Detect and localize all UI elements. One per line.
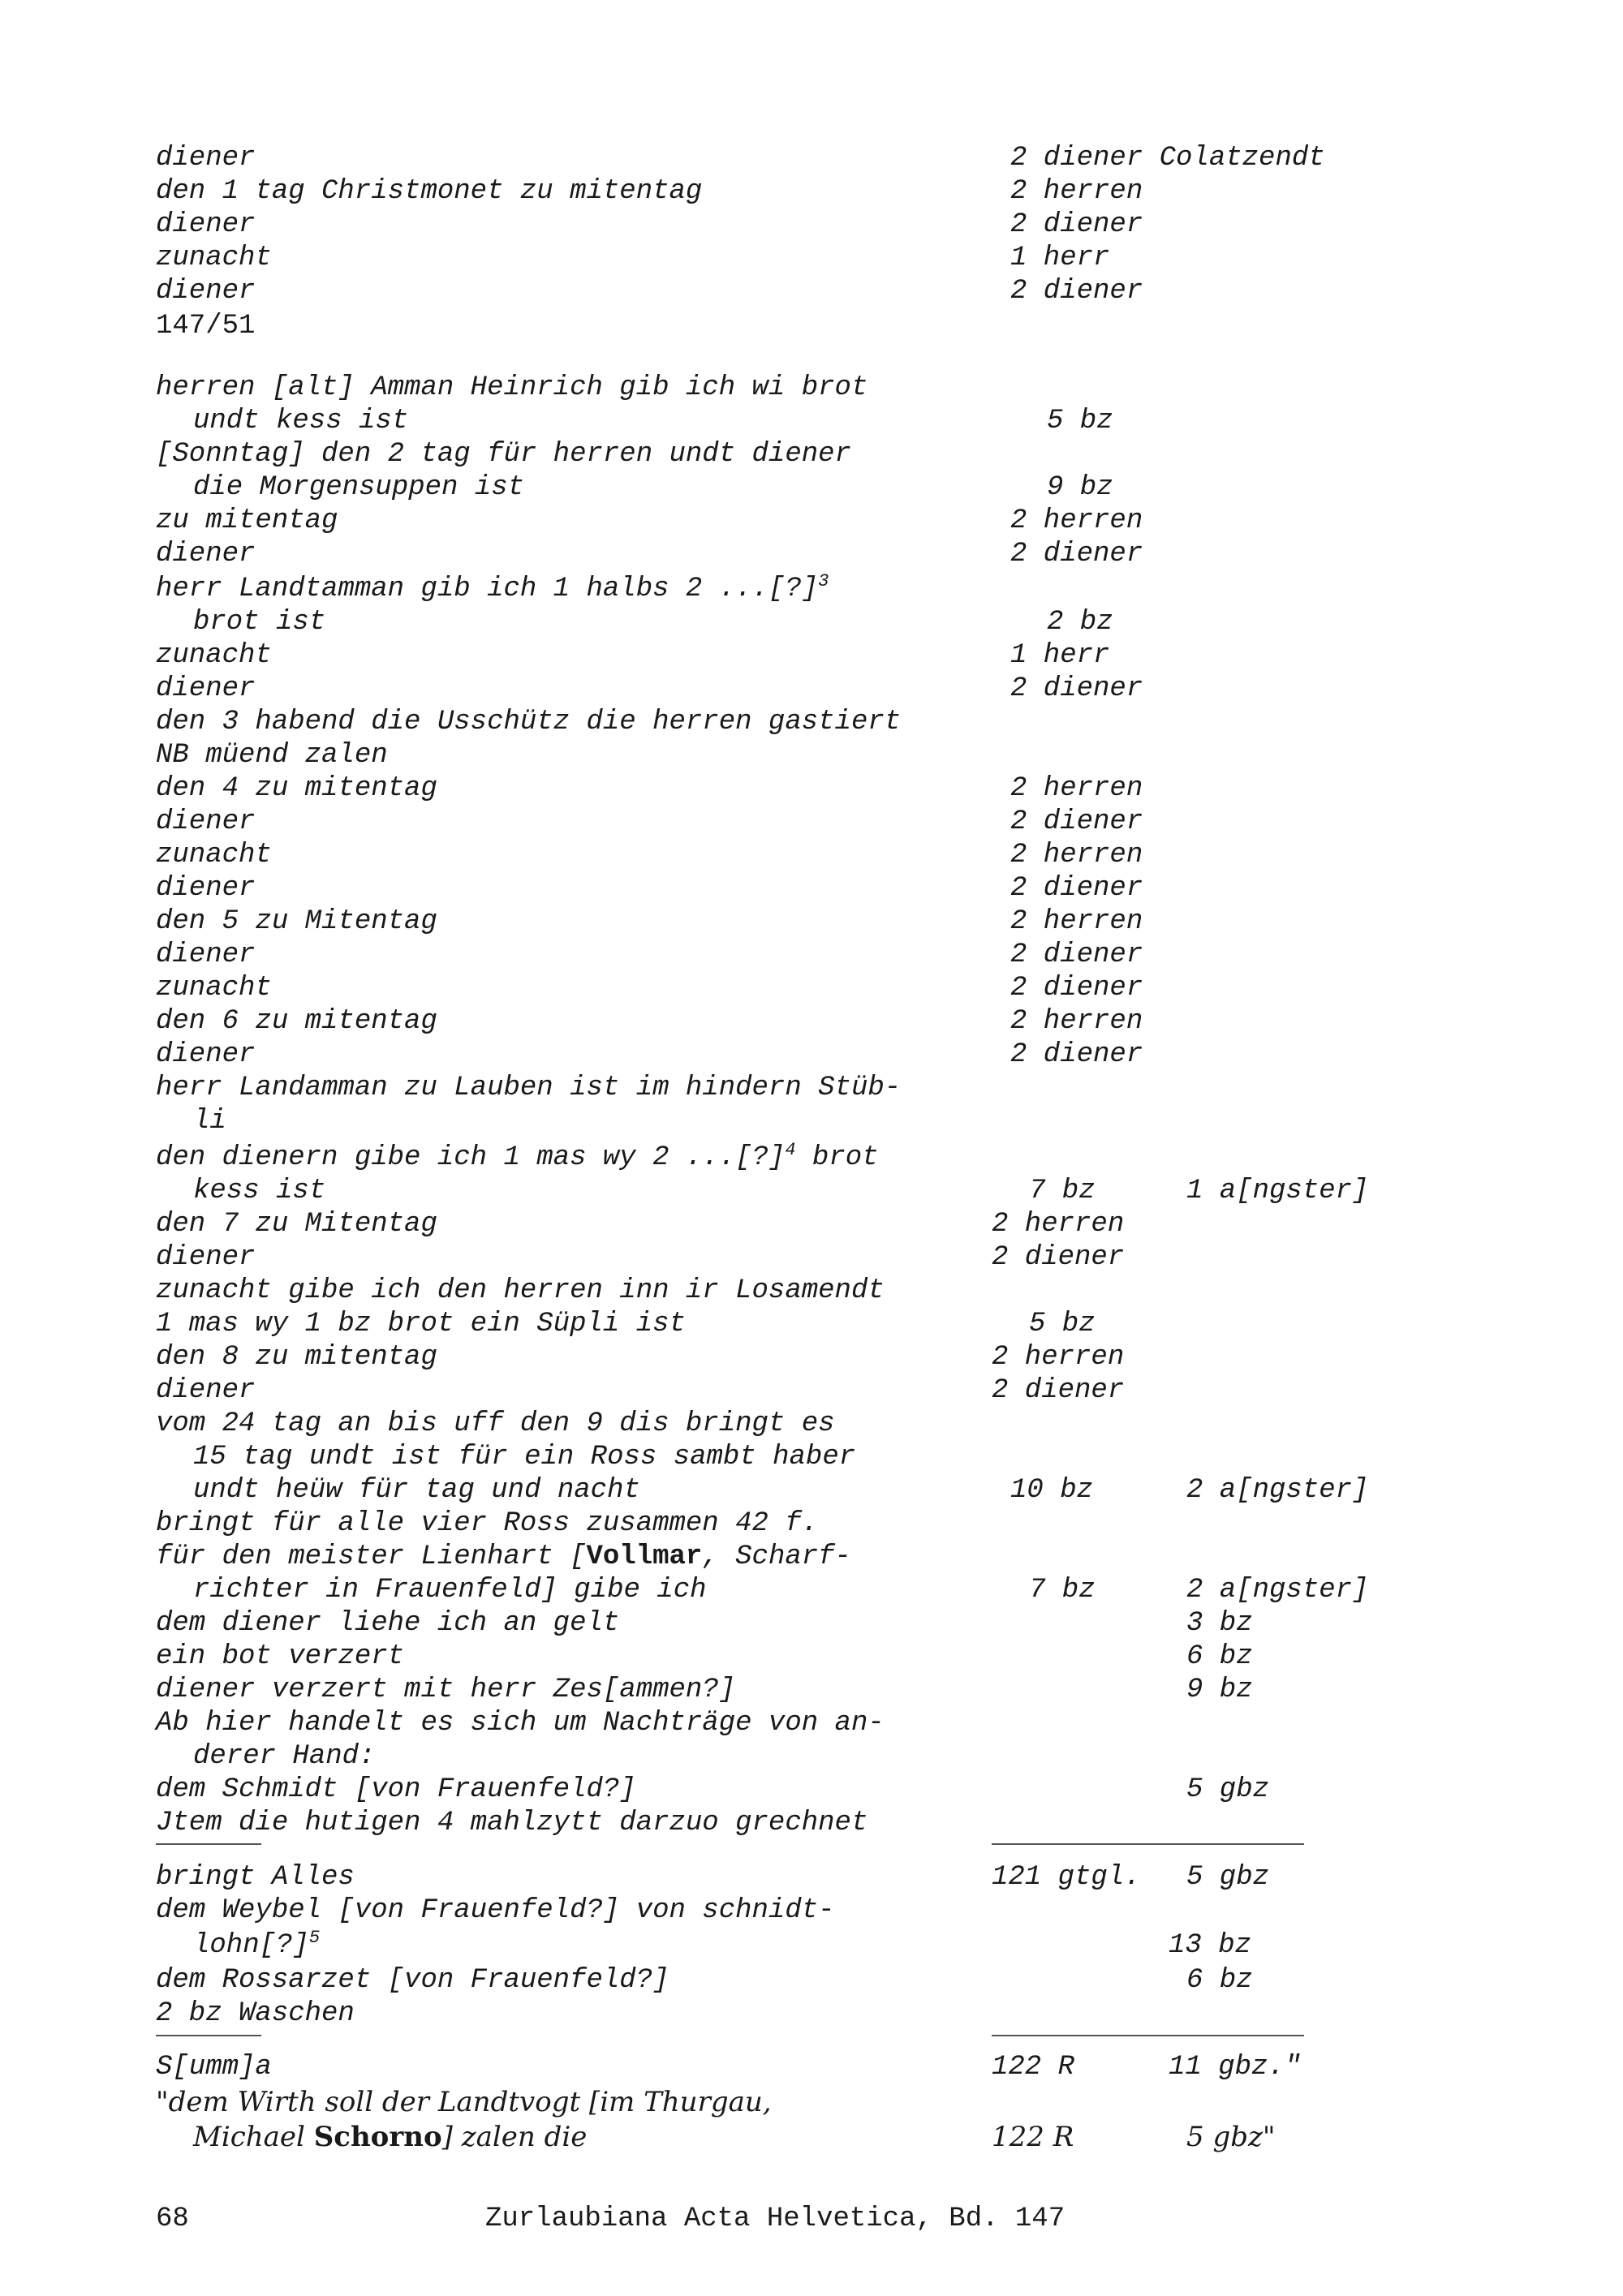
text-line xyxy=(0,739,1623,772)
text-line xyxy=(0,538,1623,571)
line-text-part: derer Hand: xyxy=(193,1741,376,1772)
line-text-part: herr Landamman zu Lauben ist im hindern Stüb- xyxy=(156,1073,902,1103)
line-text xyxy=(156,372,867,405)
line-text-part: kess ist xyxy=(193,1176,326,1206)
amount-column-right: 3 bz xyxy=(1186,1608,1253,1639)
line-text-part: diener xyxy=(156,539,256,570)
line-text xyxy=(156,505,338,538)
footnote-ref: 3 xyxy=(818,571,829,591)
line-text xyxy=(156,1374,255,1408)
amount-column: 2 herren xyxy=(1010,505,1143,536)
line-text-part: zunacht gibe ich den herren inn ir Losamendt xyxy=(156,1275,885,1306)
page-number: 68 xyxy=(156,2204,189,2234)
line-text xyxy=(156,1774,636,1807)
line-text-part: den 5 zu Mitentag xyxy=(156,906,437,937)
line-text xyxy=(156,1308,686,1341)
line-text-part: diener xyxy=(156,1375,256,1406)
line-text-part: S[umm]a xyxy=(156,2052,272,2083)
text-line xyxy=(0,1607,1623,1640)
line-text xyxy=(156,2051,272,2084)
amount-column: 2 diener xyxy=(992,1375,1125,1406)
text-line xyxy=(0,1474,1623,1507)
line-text-part: diener xyxy=(156,1242,256,1273)
text-line xyxy=(0,405,1623,438)
amount-column: 5 bz xyxy=(1047,406,1113,436)
amount-column-right: 6 bz xyxy=(1186,1641,1253,1672)
line-text xyxy=(156,573,829,608)
bold-name: Schorno xyxy=(313,2121,442,2153)
line-text-part: 15 tag undt ist für ein Ross sambt haber xyxy=(193,1442,856,1473)
text-line xyxy=(0,275,1623,308)
text-line xyxy=(0,1208,1623,1241)
line-text-part: zu mitentag xyxy=(156,505,338,536)
text-line xyxy=(0,972,1623,1005)
line-text-part: dem Weybel [von Frauenfeld?] von schnidt- xyxy=(156,1895,835,1926)
line-text xyxy=(193,1474,640,1507)
amount-column-right: 2 a[ngster] xyxy=(1186,1575,1369,1606)
amount-column: 2 herren xyxy=(1010,1006,1143,1037)
amount-column: 7 bz xyxy=(1029,1575,1096,1606)
amount-column: 2 diener xyxy=(1010,806,1143,837)
line-text xyxy=(156,872,255,905)
line-text-part: diener xyxy=(156,873,256,904)
amount-column-right: 1 a[ngster] xyxy=(1186,1176,1369,1206)
line-text-part: Jtem die hutigen 4 mahlzytt darzuo grechnet xyxy=(156,1808,868,1838)
text-line xyxy=(0,939,1623,972)
sum-rule xyxy=(156,2035,261,2036)
line-text-part: Ab hier handelt es sich um Nachträge von an- xyxy=(156,1708,885,1739)
line-text-part: diener xyxy=(156,673,256,704)
text-line xyxy=(0,673,1623,706)
line-text-part: den 1 tag Christmonet zu mitentag xyxy=(156,176,703,207)
amount-column: 10 bz xyxy=(1010,1475,1094,1506)
line-text xyxy=(193,471,524,505)
line-text xyxy=(156,1674,735,1707)
amount-column: 2 diener xyxy=(1010,276,1143,307)
line-text-part: dem Rossarzet [von Frauenfeld?] xyxy=(156,1965,669,1996)
line-text xyxy=(156,438,851,471)
line-text-part: herren [alt] Amman Heinrich gib ich wi brot xyxy=(156,372,868,403)
line-text-part: zunacht xyxy=(156,243,272,273)
line-text-part: 2 bz Waschen xyxy=(156,1998,355,2029)
amount-column: 2 herren xyxy=(992,1342,1125,1373)
text-line xyxy=(0,1640,1623,1674)
amount-column: 122 R xyxy=(992,2121,1074,2153)
line-text-part: bringt Alles xyxy=(156,1862,355,1893)
line-text-part: vom 24 tag an bis uff den 9 dis bringt es xyxy=(156,1408,835,1439)
text-line xyxy=(0,706,1623,739)
line-text-part: diener xyxy=(156,276,256,307)
line-text-part: richter in Frauenfeld] gibe ich xyxy=(193,1575,707,1606)
line-text-part: den dienern gibe ich 1 mas wy 2 ...[?] xyxy=(156,1142,786,1173)
line-text xyxy=(156,310,255,343)
text-line xyxy=(0,1861,1623,1894)
text-line xyxy=(0,372,1623,405)
text-line xyxy=(0,573,1623,606)
text-line xyxy=(0,2086,1623,2119)
line-text xyxy=(156,142,255,175)
line-text xyxy=(156,1964,669,1997)
text-line xyxy=(0,1441,1623,1474)
amount-column: 2 herren xyxy=(1010,906,1143,937)
text-line xyxy=(0,1408,1623,1441)
line-text-part: herr Landtamman gib ich 1 halbs 2 ...[?] xyxy=(156,574,819,604)
line-text xyxy=(156,806,255,839)
amount-column: 121 gtgl. xyxy=(992,1862,1141,1893)
line-text xyxy=(193,2121,587,2154)
line-text xyxy=(156,1142,879,1176)
line-text-part: diener xyxy=(156,143,256,174)
text-line xyxy=(0,606,1623,639)
text-line xyxy=(0,839,1623,872)
text-line xyxy=(0,505,1623,538)
amount-column: 2 diener xyxy=(1010,539,1143,570)
amount-column: 122 R xyxy=(992,2052,1075,2083)
amount-column-right: 5 gbz" xyxy=(1186,2121,1276,2153)
line-text xyxy=(193,1105,226,1138)
line-text-part: undt heüw für tag und nacht xyxy=(193,1475,640,1506)
line-text-part: diener xyxy=(156,1039,256,1070)
amount-column: 2 diener xyxy=(1010,209,1143,240)
amount-column: 2 herren xyxy=(1010,176,1143,207)
text-line xyxy=(0,1674,1623,1707)
line-text xyxy=(193,1740,375,1774)
line-text-part: zunacht xyxy=(156,973,272,1004)
amount-column-right: 2 a[ngster] xyxy=(1186,1475,1369,1506)
line-text xyxy=(156,673,255,706)
text-line xyxy=(0,1894,1623,1928)
line-text-part: bringt für alle vier Ross zusammen 42 f. xyxy=(156,1508,819,1539)
line-text xyxy=(156,939,255,972)
amount-column: 2 herren xyxy=(1010,773,1143,804)
line-text xyxy=(193,1929,320,1964)
text-line xyxy=(0,1142,1623,1175)
line-text xyxy=(156,1997,355,2031)
text-line xyxy=(0,1038,1623,1072)
line-text xyxy=(193,606,325,639)
text-line xyxy=(0,1175,1623,1208)
line-text-part: für den meister Lienhart [ xyxy=(156,1541,587,1572)
line-text xyxy=(156,739,388,772)
amount-column: 2 herren xyxy=(1010,840,1143,871)
amount-column: 5 bz xyxy=(1029,1309,1096,1339)
line-text xyxy=(193,1441,855,1474)
line-text-part: [Sonntag] den 2 tag für herren undt diener xyxy=(156,439,851,470)
line-text xyxy=(156,1341,437,1374)
line-text-part: zunacht xyxy=(156,840,272,871)
footnote-ref: 4 xyxy=(785,1140,796,1160)
sum-rule xyxy=(156,1843,261,1845)
text-line xyxy=(0,872,1623,905)
amount-column-right: 13 bz xyxy=(1169,1930,1252,1961)
amount-column-right: 5 gbz xyxy=(1186,1862,1270,1893)
line-text-part: zunacht xyxy=(156,640,272,671)
text-line xyxy=(0,1964,1623,1997)
line-text xyxy=(156,242,272,275)
line-text-part: , Scharf- xyxy=(702,1541,851,1572)
amount-column: 7 bz xyxy=(1029,1176,1096,1206)
amount-column: 2 diener xyxy=(1010,673,1143,704)
line-text-part: 147/51 xyxy=(156,311,256,342)
text-line xyxy=(0,1574,1623,1607)
footnote-ref: 5 xyxy=(308,1928,321,1948)
line-text xyxy=(156,1408,835,1441)
line-text-part: diener xyxy=(156,806,256,837)
line-text xyxy=(156,275,255,308)
text-line xyxy=(0,2051,1623,2084)
text-line xyxy=(0,242,1623,275)
line-text xyxy=(156,839,272,872)
text-line xyxy=(0,772,1623,806)
line-text xyxy=(156,175,702,209)
line-text-part: brot xyxy=(795,1142,879,1173)
line-text-part: ] zalen die xyxy=(441,2121,588,2153)
amount-column-right: 11 gbz." xyxy=(1169,2052,1302,2083)
amount-column: 1 herr xyxy=(1010,243,1110,273)
line-text xyxy=(156,706,901,739)
amount-column: 2 diener Colatzendt xyxy=(1010,143,1325,174)
line-text-part: dem diener liehe ich an gelt xyxy=(156,1608,620,1639)
bold-name: Vollmar xyxy=(586,1541,703,1572)
line-text xyxy=(156,1208,437,1241)
line-text-part: diener xyxy=(156,939,256,970)
amount-column: 2 diener xyxy=(1010,873,1143,904)
line-text-part: den 8 zu mitentag xyxy=(156,1342,437,1373)
line-text xyxy=(156,972,272,1005)
text-line xyxy=(0,1707,1623,1740)
text-line xyxy=(0,806,1623,839)
line-text-part: diener xyxy=(156,209,256,240)
text-line xyxy=(0,142,1623,175)
line-text xyxy=(156,905,437,939)
line-text xyxy=(156,1894,835,1928)
text-line xyxy=(0,1997,1623,2031)
amount-column: 2 diener xyxy=(1010,1039,1143,1070)
line-text xyxy=(156,1640,404,1674)
text-line xyxy=(0,209,1623,242)
line-text xyxy=(156,209,255,242)
line-text-part: undt kess ist xyxy=(193,406,409,436)
line-text-part: lohn[?] xyxy=(193,1930,309,1961)
text-line xyxy=(0,1105,1623,1138)
text-line xyxy=(0,1241,1623,1275)
amount-column: 2 diener xyxy=(1010,973,1143,1004)
line-text xyxy=(156,1861,355,1894)
amount-column-right: 5 gbz xyxy=(1186,1774,1270,1805)
text-line xyxy=(0,1275,1623,1308)
line-text-part: ein bot verzert xyxy=(156,1641,405,1672)
line-text-part: den 4 zu mitentag xyxy=(156,773,437,804)
line-text xyxy=(156,538,255,571)
amount-column: 2 herren xyxy=(992,1209,1125,1240)
line-text-part: dem Schmidt [von Frauenfeld?] xyxy=(156,1774,636,1805)
text-line xyxy=(0,639,1623,673)
text-line xyxy=(0,175,1623,209)
line-text-part: den 6 zu mitentag xyxy=(156,1006,437,1037)
line-text xyxy=(193,1574,707,1607)
text-line xyxy=(0,438,1623,471)
line-text-part: die Morgensuppen ist xyxy=(193,472,525,503)
line-text xyxy=(156,772,437,806)
line-text-part: diener verzert mit herr Zes[ammen?] xyxy=(156,1675,736,1705)
amount-column: 2 bz xyxy=(1047,607,1113,638)
text-line xyxy=(0,1072,1623,1105)
text-line xyxy=(0,905,1623,939)
line-text-part: 1 mas wy 1 bz brot ein Süpli ist xyxy=(156,1309,686,1339)
line-text xyxy=(156,1707,885,1740)
line-text xyxy=(156,1005,437,1038)
amount-column: 2 diener xyxy=(1010,939,1143,970)
line-text xyxy=(156,1072,901,1105)
line-text-part: Michael xyxy=(193,2121,314,2153)
publication-title: Zurlaubiana Acta Helvetica, Bd. 147 xyxy=(485,2204,1065,2234)
line-text-part: li xyxy=(193,1106,226,1137)
line-text-part: brot ist xyxy=(193,607,326,638)
line-text xyxy=(193,1175,325,1208)
sum-rule xyxy=(992,1843,1304,1845)
amount-column: 1 herr xyxy=(1010,640,1110,671)
line-text xyxy=(156,639,272,673)
amount-column: 2 diener xyxy=(992,1242,1125,1273)
text-line xyxy=(0,1374,1623,1408)
text-line xyxy=(0,1341,1623,1374)
line-text xyxy=(156,1541,851,1574)
line-text-part: den 7 zu Mitentag xyxy=(156,1209,437,1240)
line-text-part: den 3 habend die Usschütz die herren gastiert xyxy=(156,707,902,737)
text-line xyxy=(0,1774,1623,1807)
line-text xyxy=(156,1241,255,1275)
line-text xyxy=(156,1807,867,1840)
text-line xyxy=(0,1541,1623,1574)
line-text xyxy=(156,1038,255,1072)
text-line xyxy=(0,1005,1623,1038)
text-line xyxy=(0,1507,1623,1541)
line-text-part: "dem Wirth soll der Landtvogt [im Thurgau, xyxy=(156,2086,772,2118)
text-line xyxy=(0,1308,1623,1341)
line-text xyxy=(156,1607,619,1640)
line-text xyxy=(193,405,408,438)
text-line xyxy=(0,1740,1623,1774)
text-line xyxy=(0,2121,1623,2154)
line-text xyxy=(156,1275,885,1308)
line-text-part: NB müend zalen xyxy=(156,740,388,771)
text-line xyxy=(0,471,1623,505)
amount-column-right: 9 bz xyxy=(1186,1675,1253,1705)
sum-rule xyxy=(992,2035,1304,2036)
amount-column: 9 bz xyxy=(1047,472,1113,503)
line-text xyxy=(156,1507,818,1541)
amount-column-right: 6 bz xyxy=(1186,1965,1253,1996)
text-line xyxy=(0,1807,1623,1840)
text-line xyxy=(0,310,1623,343)
line-text xyxy=(156,2086,772,2119)
text-line xyxy=(0,1929,1623,1963)
